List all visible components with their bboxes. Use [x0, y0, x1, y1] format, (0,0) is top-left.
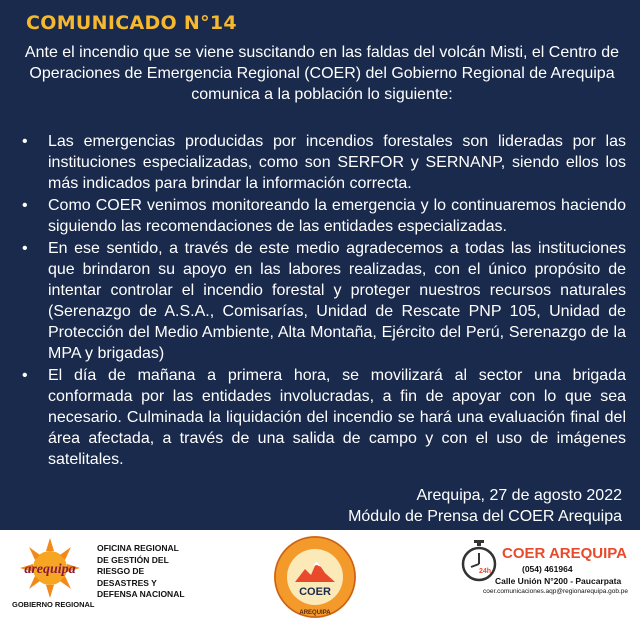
coer-arequipa-title: COER AREQUIPA	[502, 545, 628, 562]
oficina-regional-label: OFICINA REGIONAL DE GESTIÓN DEL RIESGO DE DESASTRES Y DEFENSA NACIONAL	[97, 543, 185, 599]
signature-block	[348, 485, 622, 527]
list-item: • Como COER venimos monitoreando la emergencia y lo continuaremos haciendo siguiendo las recomendaciones de las entidades especializadas.	[20, 195, 626, 237]
page-title: COMUNICADO N°14	[26, 12, 237, 34]
list-item: • Las emergencias producidas por incendios forestales son lideradas por las instituciones especializadas, como son SERFOR y SERNANP, siendo ellos los más indicados para brindar la información correcta.	[20, 131, 626, 194]
phone-number: (054) 461964	[522, 564, 573, 574]
gobierno-regional-label: GOBIERNO REGIONAL	[12, 600, 95, 609]
seal-subtext: AREQUIPA	[299, 610, 331, 616]
coer-seal-logo	[273, 535, 357, 619]
clock-icon	[460, 540, 498, 582]
place-date: Arequipa, 27 de agosto 2022	[416, 487, 622, 504]
arequipa-logo-text: arequipa	[24, 562, 76, 577]
email-address: coer.comunicaciones.aqp@regionarequipa.gob.pe	[483, 588, 629, 595]
signature-office: Módulo de Prensa del COER Arequipa	[348, 508, 622, 525]
arequipa-logo	[10, 536, 90, 604]
intro-paragraph: Ante el incendio que se viene suscitando en las faldas del volcán Misti, el Centro de Operaciones de Emergencia Regional (COER) del Gobierno Regional de Arequipa comunica a la población lo siguiente:	[24, 44, 620, 103]
statement-list	[20, 131, 626, 471]
list-item: • En ese sentido, a través de este medio agradecemos a todas las instituciones que brindaron su apoyo en las labores realizadas, con el único propósito de intentar controlar el incendio forestal y proteger nuestros recursos naturales (Serenazgo de A.S.A., Comisarías, Unidad de Rescate PNP 105, Unidad de Protección del Medio Ambiente, Alta Montaña, Ejército del Perú, Serenazgo de la MPA y brigadas)	[20, 238, 626, 364]
clock-label: 24h	[478, 568, 492, 575]
seal-text: COER	[299, 586, 331, 598]
footer	[0, 530, 640, 624]
address: Calle Unión N°200 - Paucarpata	[495, 576, 622, 586]
list-item: • El día de mañana a primera hora, se movilizará al sector una brigada conformada por las entidades involucradas, a fin de apoyar con lo que sea necesario. Culminada la liquidación del incendio se hará una evaluación final del área afectada, a través de una salida de campo y con el uso de imágenes satelitales.	[20, 365, 626, 470]
